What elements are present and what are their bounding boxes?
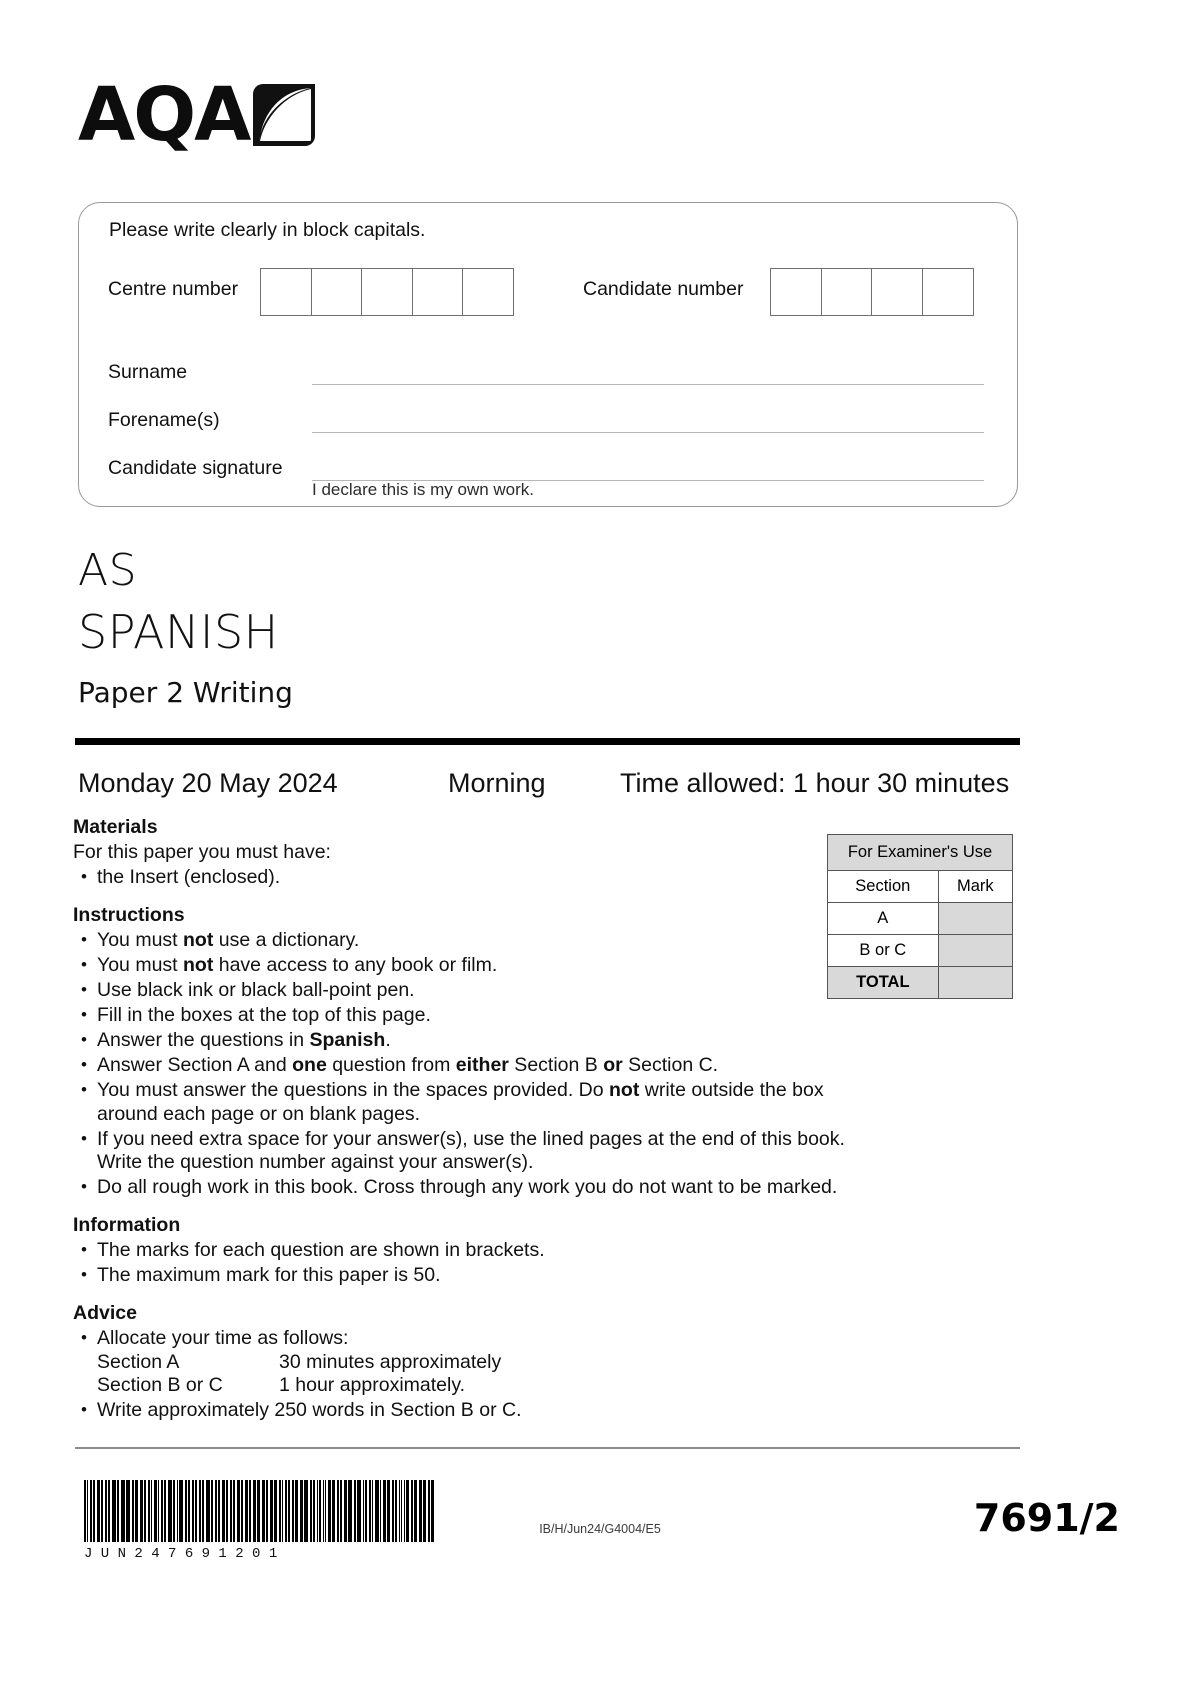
- surname-label: Surname: [108, 361, 188, 383]
- candidate-number-cell[interactable]: [770, 268, 822, 316]
- aqa-leaf-icon: [253, 84, 315, 151]
- examiner-table-title: For Examiner's Use: [828, 835, 1013, 871]
- list-item: • Answer Section A and one question from either Section B or Section C.: [73, 1054, 863, 1078]
- list-item: • You must not have access to any book or film.: [73, 954, 863, 978]
- centre-number-cell[interactable]: [412, 268, 464, 316]
- qualification-level: AS: [78, 545, 138, 596]
- instructions-column: [73, 816, 863, 1423]
- qualification-subject: SPANISH: [78, 605, 279, 659]
- timing-row: [97, 1351, 863, 1375]
- signature-field: [108, 457, 283, 480]
- exam-date: Monday 20 May 2024: [78, 768, 338, 798]
- centre-number-cell[interactable]: [361, 268, 413, 316]
- exam-time-allowed: Time allowed: 1 hour 30 minutes: [620, 768, 1010, 798]
- candidate-number-cell[interactable]: [922, 268, 974, 316]
- list-item: • You must not use a dictionary.: [73, 929, 863, 953]
- paper-title: Paper 2 Writing: [78, 676, 293, 709]
- centre-number-cell[interactable]: [462, 268, 514, 316]
- examiner-mark-cell[interactable]: [938, 903, 1012, 935]
- examiner-total-label: TOTAL: [828, 967, 939, 999]
- centre-number-label: Centre number: [108, 278, 239, 300]
- advice-list: [73, 1327, 863, 1423]
- centre-number-cell[interactable]: [260, 268, 312, 316]
- surname-input[interactable]: [312, 384, 984, 385]
- candidate-number-cell[interactable]: [871, 268, 923, 316]
- materials-heading: Materials: [73, 816, 158, 838]
- advice-heading: Advice: [73, 1301, 137, 1324]
- forename-field: [108, 409, 220, 432]
- candidate-number-label: Candidate number: [583, 278, 744, 300]
- forename-label: Forename(s): [108, 409, 220, 431]
- examiner-section-label: A: [828, 903, 939, 935]
- list-item: • Answer the questions in Spanish.: [73, 1029, 863, 1053]
- list-item: • If you need extra space for your answer(s), use the lined pages at the end of this book. Write the question number against your answer(s).: [73, 1128, 863, 1175]
- declaration-text: I declare this is my own work.: [312, 480, 535, 499]
- examiner-total-cell[interactable]: [938, 967, 1012, 999]
- advice-allocate-label: Allocate your time as follows:: [97, 1327, 349, 1349]
- examiner-col-mark: Mark: [938, 871, 1012, 903]
- list-item: [73, 1327, 863, 1398]
- aqa-logo: [78, 72, 315, 158]
- timing-duration: 1 hour approximately.: [279, 1374, 466, 1396]
- centre-number-field: [108, 278, 238, 301]
- forename-input[interactable]: [312, 432, 984, 433]
- instructions-heading: Instructions: [73, 903, 185, 926]
- list-item: • The maximum mark for this paper is 50.: [73, 1264, 863, 1288]
- exam-session: Morning: [448, 768, 546, 798]
- footer-divider: [75, 1447, 1020, 1449]
- paper-code: 7691/2: [973, 1496, 1120, 1540]
- timing-duration: 30 minutes approximately: [279, 1350, 502, 1373]
- list-item: • Fill in the boxes at the top of this page.: [73, 1004, 863, 1028]
- examiner-col-section: Section: [828, 871, 939, 903]
- examiner-section-label: B or C: [828, 935, 939, 967]
- examiner-mark-cell[interactable]: [938, 935, 1012, 967]
- centre-number-input[interactable]: [260, 268, 514, 316]
- document-code: IB/H/Jun24/G4004/E5: [539, 1522, 661, 1536]
- timing-section: Section A: [97, 1350, 180, 1373]
- materials-intro: For this paper you must have:: [73, 840, 331, 863]
- list-item: • Use black ink or black ball-point pen.: [73, 979, 863, 1003]
- candidate-number-input[interactable]: [770, 268, 974, 316]
- list-item: • Write approximately 250 words in Section B or C.: [73, 1399, 863, 1423]
- list-item: • the Insert (enclosed).: [73, 866, 863, 890]
- list-item: • You must answer the questions in the spaces provided. Do not write outside the box around each page or on blank pages.: [73, 1079, 863, 1126]
- candidate-number-field: [583, 278, 743, 301]
- block-capitals-note: Please write clearly in block capitals.: [109, 219, 426, 241]
- title-divider: [75, 738, 1020, 745]
- aqa-logo-text: AQA: [78, 72, 250, 158]
- list-item: • The marks for each question are shown in brackets.: [73, 1239, 863, 1263]
- list-item: • Do all rough work in this book. Cross through any work you do not want to be marked.: [73, 1176, 863, 1200]
- information-list: [73, 1239, 863, 1288]
- surname-field: [108, 361, 187, 384]
- information-heading: Information: [73, 1213, 181, 1236]
- barcode-digits: J U N 2 4 7 6 9 1 2 0 1: [84, 1546, 278, 1562]
- timing-row: [97, 1374, 863, 1398]
- timing-section: Section B or C: [97, 1374, 223, 1396]
- instructions-list: [73, 929, 863, 1200]
- materials-list: [73, 866, 863, 890]
- centre-number-cell[interactable]: [311, 268, 363, 316]
- signature-label: Candidate signature: [108, 457, 283, 479]
- timing-table: [97, 1351, 863, 1398]
- candidate-number-cell[interactable]: [821, 268, 873, 316]
